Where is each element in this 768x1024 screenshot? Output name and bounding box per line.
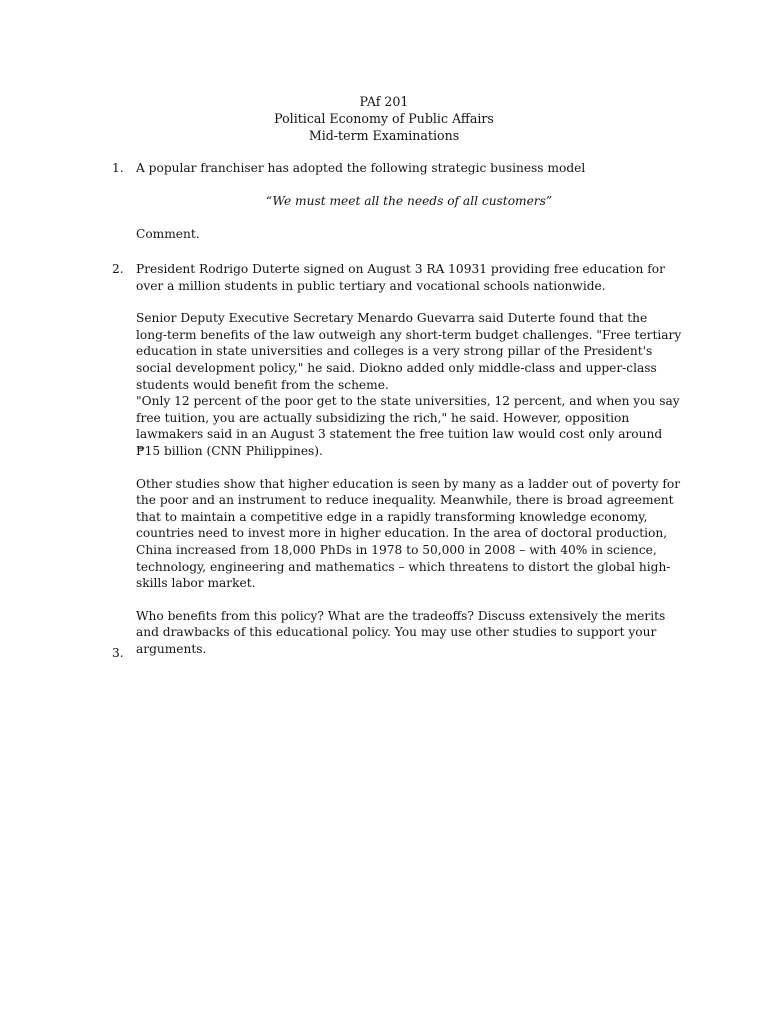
question-number: 2. bbox=[112, 262, 124, 276]
course-code: PAf 201 bbox=[359, 94, 409, 109]
question-paragraph: Who benefits from this policy? What are the tradeoffs? Discuss extensively the merits and drawbacks of this educational policy. You may use other studies to support your arguments. bbox=[136, 608, 666, 656]
question-number: 1. bbox=[112, 161, 124, 175]
question-number: 3. bbox=[112, 646, 124, 660]
question-paragraph: Senior Deputy Executive Secretary Menardo Guevarra said Duterte found that the long-term benefits of the law outweigh any short-term budget challenges. "Free tertiary education in state universities and colleges is a very strong pillar of the President's social development policy," he said. Diokno added only middle-class and upper-class students would benefit from the scheme. bbox=[136, 311, 682, 392]
question-quote: “We must meet all the needs of all customers” bbox=[265, 193, 553, 208]
question-paragraph: President Rodrigo Duterte signed on August 3 RA 10931 providing free education for over a million students in public tertiary and vocational schools nationwide. bbox=[136, 262, 665, 293]
question-text: A popular franchiser has adopted the following strategic business model bbox=[136, 161, 586, 175]
question-1 bbox=[112, 160, 682, 243]
question-instruction: Comment. bbox=[136, 227, 200, 242]
question-2 bbox=[112, 261, 682, 657]
question-paragraph: "Only 12 percent of the poor get to the state universities, 12 percent, and when you say free tuition, you are actually subsidizing the rich," he said. However, opposition lawmakers said in an August 3 statement the free tuition law would cost only around ₱15 billion (CNN Philippines). bbox=[136, 394, 680, 458]
course-title: Political Economy of Public Affairs bbox=[274, 110, 494, 126]
exam-header bbox=[0, 94, 768, 144]
question-paragraph: Other studies show that higher education is seen by many as a ladder out of poverty for the poor and an instrument to reduce inequality. Meanwhile, there is broad agreement that to maintain a competitive edge in a rapidly transforming knowledge economy, countries need to invest more in higher education. In the area of doctoral production, China increased from 18,000 PhDs in 1978 to 50,000 in 2008 – with 40% in science, technology, engineering and mathematics – which threatens to distort the global high-skills labor market. bbox=[136, 476, 681, 591]
exam-title: Mid-term Examinations bbox=[308, 127, 460, 143]
